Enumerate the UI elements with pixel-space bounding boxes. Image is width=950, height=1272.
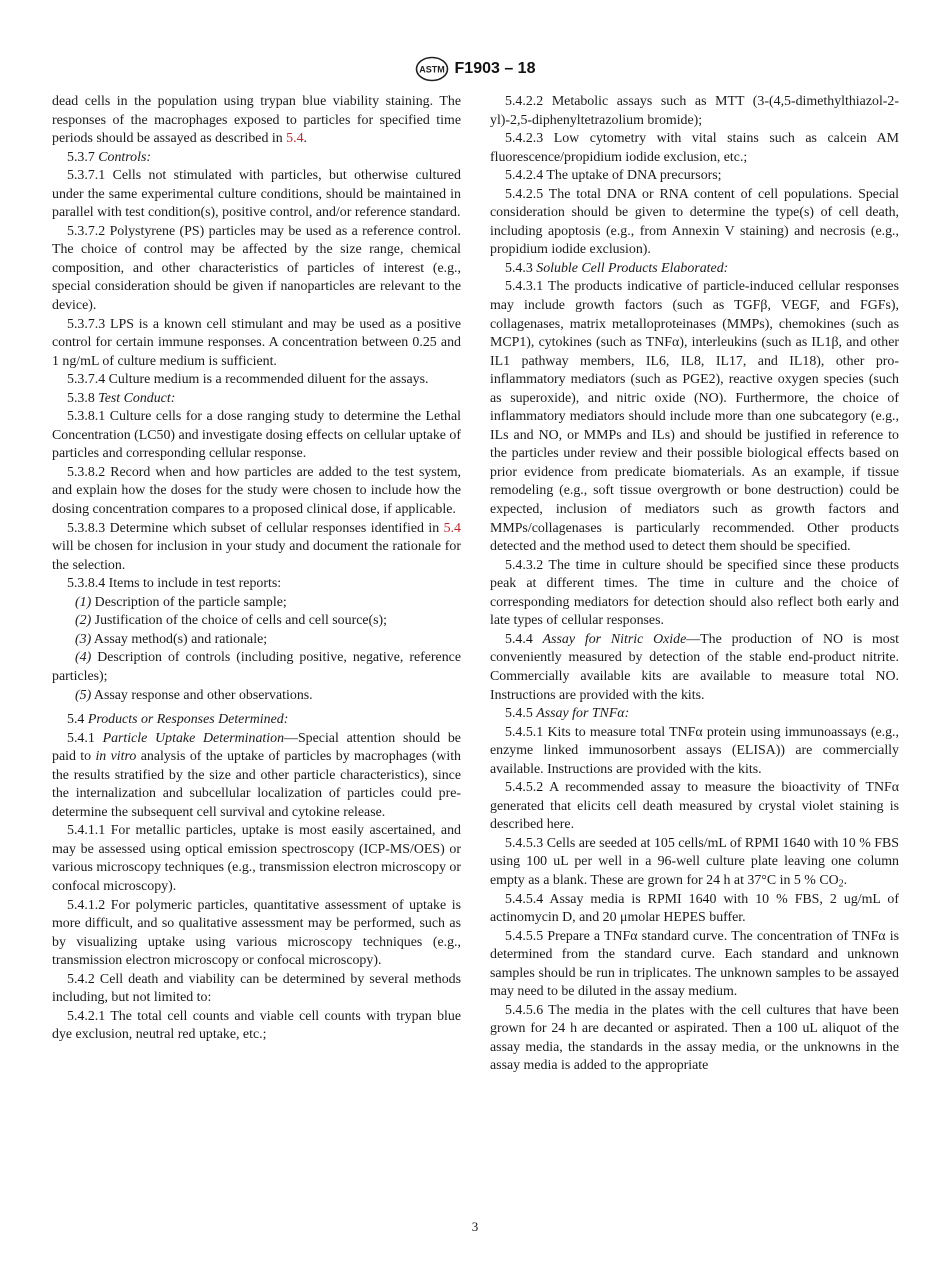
section-5-4-2: 5.4.2 Cell death and viability can be determined by several methods including, but not limited to: xyxy=(52,971,461,1006)
paragraph-continuation: dead cells in the population using trypan blue viability staining. The responses of the macrophages exposed to particles for specified time periods should be assayed as described in 5.4. xyxy=(52,94,461,147)
astm-logo-icon xyxy=(415,56,449,82)
left-column xyxy=(52,93,461,1045)
section-5-4-5-1: 5.4.5.1 Kits to measure total TNFα protein using immunoassays (e.g., enzyme linked immunosorbent assays (ELISA)) are commercially available. Instructions are provided with the kits. xyxy=(490,724,899,777)
section-5-3-8-3: 5.3.8.3 Determine which subset of cellular responses identified in 5.4 will be chosen for inclusion in your study and document the rationale for the selection. xyxy=(52,520,461,573)
section-link[interactable]: 5.4 xyxy=(443,520,461,536)
list-item: (4) Description of controls (including positive, negative, reference particles); xyxy=(52,650,461,684)
section-5-3-8-heading: 5.3.8 Test Conduct: xyxy=(67,390,176,406)
section-5-4-5-6: 5.4.5.6 The media in the plates with the cell cultures that have been grown for 24 h are decanted or aspirated. Then a 100 uL aliquot of the assay media, the standards in the assay media, or the unknowns in the assay media is added to the appropriate xyxy=(490,1002,899,1074)
section-5-4-4: 5.4.4 Assay for Nitric Oxide—The production of NO is most conveniently measured by detection of the stable end-product nitrite. Commercially available kits are available to measure total NO. Instructions are provided with the kits. xyxy=(490,631,899,703)
section-5-4-1-2: 5.4.1.2 For polymeric particles, quantitative assessment of uptake is more difficult, and so qualitative assessment may be performed, such as by visualizing uptake using various microscopy techniques (e.g., transmission electron microscopy or confocal microscopy). xyxy=(52,897,461,969)
section-5-3-7-1: 5.3.7.1 Cells not stimulated with particles, but otherwise cultured under the same experimental culture conditions, should be maintained in parallel with test condition(s), positive control, and/or reference standard. xyxy=(52,168,461,221)
section-5-3-8-1: 5.3.8.1 Culture cells for a dose ranging study to determine the Lethal Concentration (LC50) and investigate dosing effects on cellular uptake of particles and corresponding cellular response. xyxy=(52,409,462,462)
page-number: 3 xyxy=(471,1219,479,1234)
section-5-3-7-3: 5.3.7.3 LPS is a known cell stimulant and may be used as a positive control for certain immune responses. A concentration between 0.25 and 1 ng/mL of culture medium is sufficient. xyxy=(52,316,461,369)
list-item: (2) Justification of the choice of cells and cell source(s); xyxy=(75,613,388,629)
list-item: (3) Assay method(s) and rationale; xyxy=(75,631,268,647)
section-5-3-7-heading: 5.3.7 Controls: xyxy=(67,149,152,165)
section-5-4-1-1: 5.4.1.1 For metallic particles, uptake is most easily ascertained, and may be assessed using optical emission spectroscopy (ICP-MS/OES) or various microscopy techniques (e.g., transmission electron microscopy or confocal microscopy). xyxy=(52,823,461,894)
section-5-4-5-4: 5.4.5.4 Assay media is RPMI 1640 with 10 % FBS, 2 ug/mL of actinomycin D, and 20 μmolar HEPES buffer. xyxy=(490,891,899,926)
list-item: (5) Assay response and other observations. xyxy=(75,687,313,703)
section-5-4-3-heading: 5.4.3 Soluble Cell Products Elaborated: xyxy=(505,260,729,276)
section-5-4-5-2: 5.4.5.2 A recommended assay to measure the bioactivity of TNFα generated that elicits cell death measured by crystal violet staining is described here. xyxy=(490,780,899,833)
section-5-4-5-heading: 5.4.5 Assay for TNFα: xyxy=(505,706,630,722)
section-link[interactable]: 5.4 xyxy=(286,131,304,147)
section-5-4-2-3: 5.4.2.3 Low cytometry with vital stains such as calcein AM fluorescence/propidium iodide exclusion, etc.; xyxy=(490,131,899,165)
section-5-4-5-3: 5.4.5.3 Cells are seeded at 105 cells/mL of RPMI 1640 with 10 % FBS using 100 uL per well in a 96-well culture plate leaving one column empty as a blank. These are grown for 24 h at 37°C in 5 % $CO_2$. xyxy=(490,835,899,890)
section-5-4-3-1: 5.4.3.1 The products indicative of particle-induced cellular responses may include growth factors (such as TGFβ, VEGF, and FGFs), collagenases, matrix metalloproteinases (MMPs), chemokines (such as MCP1), cytokines (such as TNFα), interleukins (such as IL1β, and other IL1 pathway members, IL6, IL8, IL17, and IL18), other pro-inflammatory mediators (such as PGE2), reactive oxygen species (such as superoxide), and nitric oxide (NO). Furthermore, the choice of inflammatory mediators should include more than one subcategory (e.g., ILs and NO, or MMPs and ILs) and should be justified in reference to the particles under review and their possible biological effects based on prior evidence from predicate biomaterials. As an example, if tissue remodeling (e.g., soft tissue overgrowth or bone destruction) could be expected, inclusion of mediators such as growth factors and MMPs/collagenases is particularly recommended. Other products detected and the method used to detect them should be specified. xyxy=(490,279,899,555)
list-item: (1) Description of the particle sample; xyxy=(75,594,287,610)
section-5-4-2-5: 5.4.2.5 The total DNA or RNA content of cell populations. Special consideration should be given to determine the type(s) of cell death, including apoptosis (e.g., from Annexin V staining) and necrosis (e.g., propidium iodide exclusion). xyxy=(490,186,899,258)
section-5-4-3-2: 5.4.3.2 The time in culture should be specified since these products peak at different times. The time in culture and the choice of corresponding mediators for detection should also reflect both early and late types of cellular responses. xyxy=(490,557,899,629)
section-5-4-heading: 5.4 Products or Responses Determined: xyxy=(67,712,289,728)
section-5-3-7-4: 5.3.7.4 Culture medium is a recommended diluent for the assays. xyxy=(67,372,429,388)
section-5-4-5-5: 5.4.5.5 Prepare a TNFα standard curve. The concentration of TNFα is determined from the standard curve. Each standard and unknown samples should be run in triplicates. The unknown samples to be assayed may need to be diluted in the assay medium. xyxy=(490,928,899,1000)
section-5-4-2-4: 5.4.2.4 The uptake of DNA precursors; xyxy=(505,168,722,184)
page-header xyxy=(0,54,950,84)
text: dead cells in the population using trypan blue viability staining. The responses of the macrophages exposed to particles for specified time periods should be assayed as described in xyxy=(52,94,461,147)
section-5-3-8-4: 5.3.8.4 Items to include in test reports: xyxy=(67,576,282,592)
standard-designation: F1903 – 18 xyxy=(454,60,536,77)
section-5-4-1: 5.4.1 Particle Uptake Determination—Special attention should be paid to in vitro analysis of the uptake of particles by macrophages (with the results stratified by the size and other particle characteristics), since the internalization and subcellular localization of particles could pre-determine the subsequent cell survival and cytokine release. xyxy=(52,730,462,820)
logo-text: ASTM xyxy=(418,64,445,75)
right-column xyxy=(490,93,899,1076)
section-5-4-2-2: 5.4.2.2 Metabolic assays such as MTT (3-(4,5-dimethylthiazol-2-yl)-2,5-diphenyltetrazolium bromide); xyxy=(490,94,899,128)
section-5-4-2-1: 5.4.2.1 The total cell counts and viable cell counts with trypan blue dye exclusion, neutral red uptake, etc.; xyxy=(52,1008,461,1043)
section-5-3-7-2: 5.3.7.2 Polystyrene (PS) particles may be used as a reference control. The choice of control may be affected by the size range, chemical composition, and other characteristics of particles of interest (e.g., special consideration should be given if nanoparticles are relevant to the device). xyxy=(52,223,461,314)
section-5-3-8-2: 5.3.8.2 Record when and how particles are added to the test system, and explain how the doses for the study were chosen to include how the dosing concentration compares to a proposed clinical dose, if applicable. xyxy=(52,464,461,518)
